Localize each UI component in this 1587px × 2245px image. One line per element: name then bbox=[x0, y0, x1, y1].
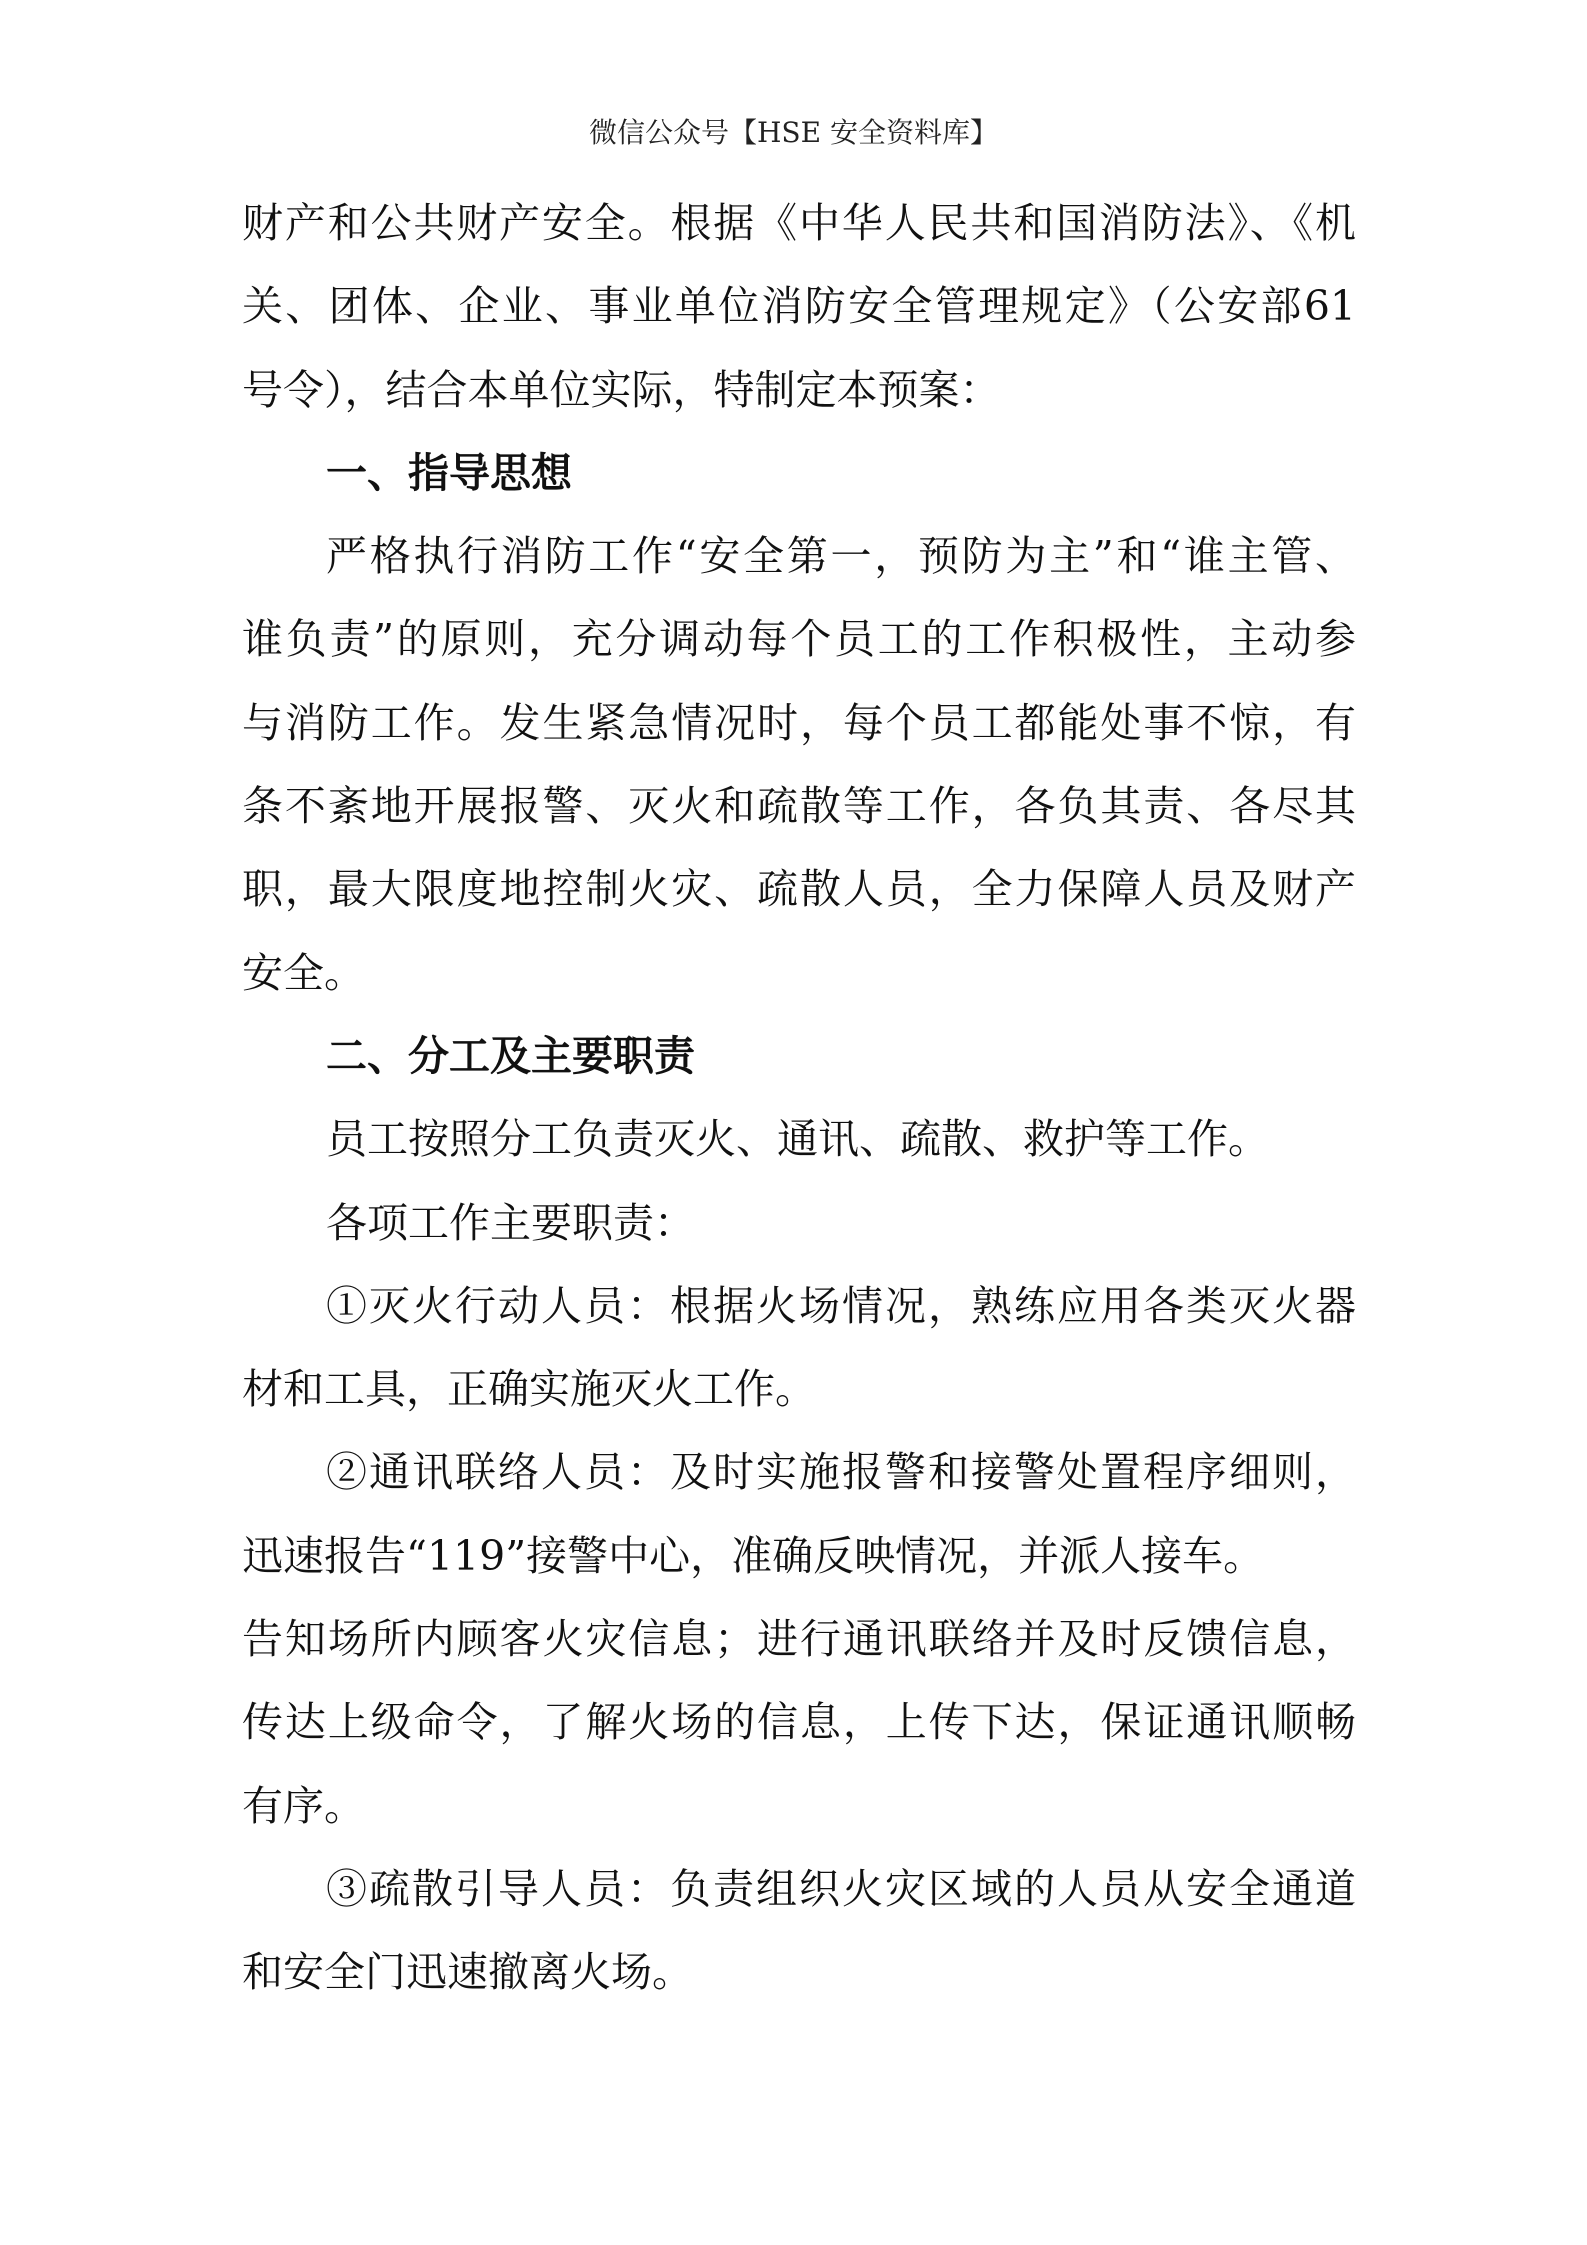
text-line: 材和工具，正确实施灭火工作。 bbox=[242, 1365, 816, 1414]
text-line: 和安全门迅速撤离火场。 bbox=[242, 1948, 693, 1997]
text-line: 与消防工作。发生紧急情况时，每个员工都能处事不惊，有 bbox=[242, 698, 1356, 747]
text-line: 员工按照分工负责灭火、通讯、疏散、救护等工作。 bbox=[326, 1115, 1269, 1164]
text-line: 有序。 bbox=[242, 1781, 365, 1830]
text-line: ②通讯联络人员：及时实施报警和接警处置程序细则， bbox=[326, 1448, 1356, 1497]
text-line: 告知场所内顾客火灾信息；进行通讯联络并及时反馈信息， bbox=[242, 1615, 1356, 1664]
paragraph bbox=[242, 1098, 1356, 1181]
paragraph bbox=[242, 1182, 1356, 1265]
paragraph bbox=[242, 182, 1356, 432]
document-body bbox=[242, 182, 1356, 2015]
text-line: 条不紊地开展报警、灭火和疏散等工作，各负其责、各尽其 bbox=[242, 782, 1356, 831]
text-line: 谁负责”的原则，充分调动每个员工的工作积极性，主动参 bbox=[242, 615, 1356, 664]
paragraph bbox=[242, 1431, 1356, 1847]
text-line: 迅速报告“119”接警中心，准确反映情况，并派人接车。 bbox=[242, 1531, 1265, 1580]
section-heading bbox=[242, 432, 1356, 515]
page-header: 微信公众号【HSE 安全资料库】 bbox=[589, 116, 998, 149]
text-line: 职，最大限度地控制火灾、疏散人员，全力保障人员及财产 bbox=[242, 865, 1356, 914]
paragraph bbox=[242, 1848, 1356, 2015]
text-line: 严格执行消防工作“安全第一，预防为主”和“谁主管、 bbox=[326, 532, 1356, 581]
text-line: 安全。 bbox=[242, 948, 365, 997]
text-line: ①灭火行动人员：根据火场情况，熟练应用各类灭火器 bbox=[326, 1281, 1356, 1330]
heading-text: 二、分工及主要职责 bbox=[326, 1031, 695, 1080]
section-heading bbox=[242, 1015, 1356, 1098]
text-line: 各项工作主要职责： bbox=[326, 1198, 695, 1247]
paragraph bbox=[242, 1265, 1356, 1432]
text-line: 关、团体、企业、事业单位消防安全管理规定》（公安部61 bbox=[242, 282, 1356, 331]
text-line: ③疏散引导人员：负责组织火灾区域的人员从安全通道 bbox=[326, 1864, 1356, 1913]
text-line: 传达上级命令，了解火场的信息，上传下达，保证通讯顺畅 bbox=[242, 1698, 1356, 1747]
heading-text: 一、指导思想 bbox=[326, 448, 572, 497]
text-line: 财产和公共财产安全。根据《中华人民共和国消防法》、《机 bbox=[242, 199, 1356, 247]
paragraph bbox=[242, 515, 1356, 1015]
text-line: 号令），结合本单位实际，特制定本预案： bbox=[242, 365, 1001, 414]
